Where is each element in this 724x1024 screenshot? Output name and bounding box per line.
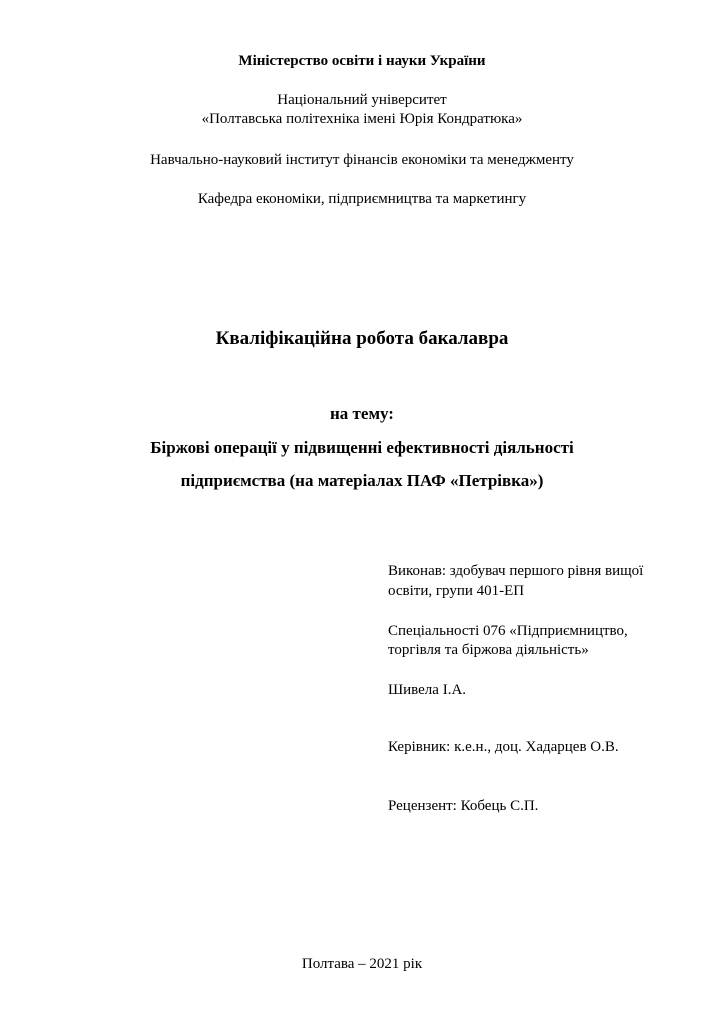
reviewer: Рецензент: Кобець С.П. xyxy=(388,798,539,814)
department-name: Кафедра економіки, підприємництва та маркетингу xyxy=(197,191,527,207)
city-year: Полтава – 2021 рік xyxy=(301,956,423,972)
specialty-line2: торгівля та біржова діяльність» xyxy=(388,642,589,658)
topic-label: на тему: xyxy=(330,404,394,423)
ministry-heading: Міністерство освіти і науки України xyxy=(238,53,486,69)
topic-line1: Біржові операції у підвищенні ефективності діяльності xyxy=(150,438,574,457)
performed-by-line2: освіти, групи 401-ЕП xyxy=(388,583,525,599)
performed-by-line1: Виконав: здобувач першого рівня вищої xyxy=(388,563,644,579)
specialty-line1: Спеціальності 076 «Підприємництво, xyxy=(388,623,628,639)
institute-name: Навчально-науковий інститут фінансів економіки та менеджменту xyxy=(150,152,574,168)
topic-line2: підприємства (на матеріалах ПАФ «Петрівка») xyxy=(180,471,544,490)
university-name-line1: Національний університет xyxy=(277,92,447,108)
student-name: Шивела І.А. xyxy=(388,682,467,698)
work-type-title: Кваліфікаційна робота бакалавра xyxy=(215,328,509,349)
university-name-line2: «Полтавська політехніка імені Юрія Кондратюка» xyxy=(201,111,523,127)
supervisor: Керівник: к.е.н., доц. Хадарцев О.В. xyxy=(388,739,619,755)
